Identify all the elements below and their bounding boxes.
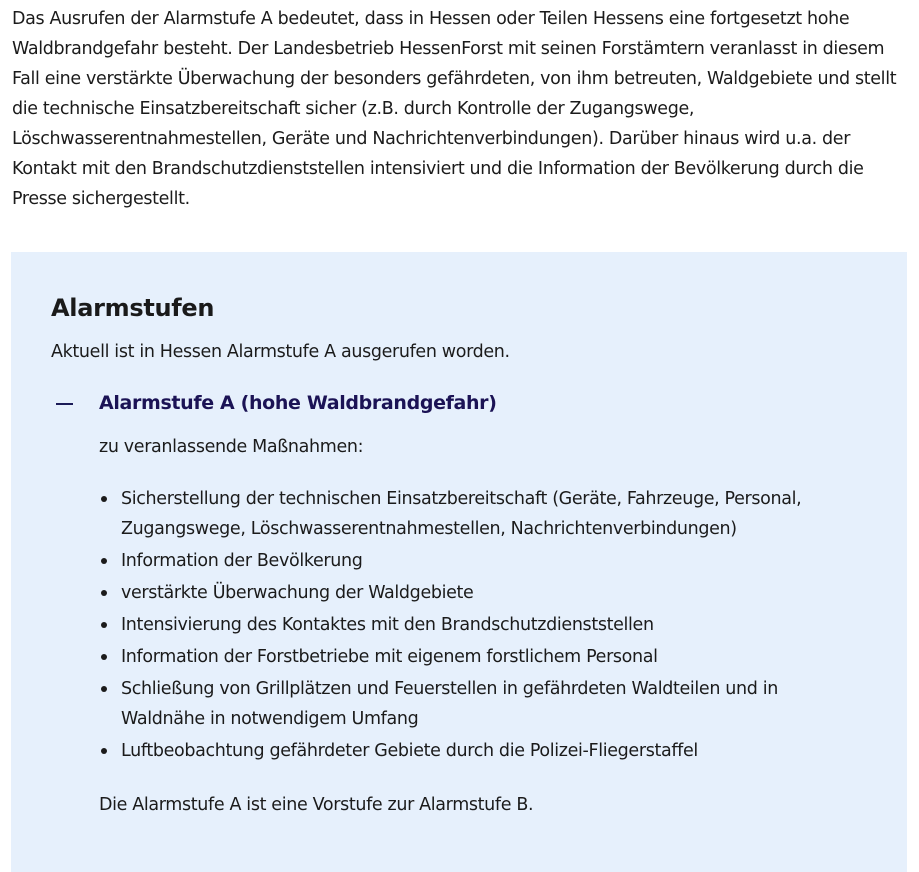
- list-item-text: Schließung von Grillplätzen und Feuerstellen in gefährdeten Waldteilen und in Waldnähe in notwendigem Umfang: [121, 679, 779, 729]
- bullet-icon: [101, 686, 107, 692]
- bullet-icon: [101, 558, 107, 564]
- list-item: [99, 578, 859, 608]
- panel-title: Alarmstufen: [51, 294, 215, 322]
- list-item-text: verstärkte Überwachung der Waldgebiete: [121, 583, 474, 603]
- collapse-minus-icon[interactable]: [56, 403, 73, 405]
- list-item-text: Information der Forstbetriebe mit eigenem forstlichem Personal: [121, 647, 658, 667]
- list-item: [99, 484, 859, 544]
- list-item: [99, 546, 859, 576]
- list-item-text: Sicherstellung der technischen Einsatzbereitschaft (Geräte, Fahrzeuge, Personal, Zugangswege, Löschwasserentnahmestellen, Nachrichtenverbindungen): [121, 489, 802, 539]
- current-alarm-status: Aktuell ist in Hessen Alarmstufe A ausgerufen worden.: [51, 342, 510, 362]
- accordion-content: [99, 432, 859, 820]
- bullet-icon: [101, 654, 107, 660]
- list-item: [99, 736, 859, 766]
- alarm-levels-panel: [11, 252, 907, 872]
- list-item-text: Information der Bevölkerung: [121, 551, 363, 571]
- list-item: [99, 674, 859, 734]
- list-item: [99, 610, 859, 640]
- bullet-icon: [101, 590, 107, 596]
- list-item: [99, 642, 859, 672]
- measures-outro: Die Alarmstufe A ist eine Vorstufe zur Alarmstufe B.: [99, 795, 534, 815]
- accordion-title[interactable]: Alarmstufe A (hohe Waldbrandgefahr): [99, 392, 497, 414]
- measures-list: [99, 484, 859, 766]
- bullet-icon: [101, 622, 107, 628]
- measures-intro: zu veranlassende Maßnahmen:: [99, 437, 364, 457]
- list-item-text: Luftbeobachtung gefährdeter Gebiete durch die Polizei-Fliegerstaffel: [121, 741, 698, 761]
- accordion-toggle-alarm-level-a[interactable]: [51, 386, 871, 422]
- intro-paragraph: Das Ausrufen der Alarmstufe A bedeutet, dass in Hessen oder Teilen Hessens eine fortgesetzt hohe Waldbrandgefahr besteht. Der Landesbetrieb HessenForst mit seinen Forstämtern veranlasst in diesem Fall eine verstärkte Überwachung der besonders gefährdeten, von ihm betreuten, Waldgebiete und stellt die technische Einsatzbereitschaft sicher (z.B. durch Kontrolle der Zugangswege, Löschwasserentnahmestellen, Geräte und Nachrichtenverbindungen). Darüber hinaus wird u.a. der Kontakt mit den Brandschutzdienststellen intensiviert und die Information der Bevölkerung durch die Presse sichergestellt.: [12, 9, 897, 209]
- bullet-icon: [101, 748, 107, 754]
- list-item-text: Intensivierung des Kontaktes mit den Brandschutzdienststellen: [121, 615, 654, 635]
- bullet-icon: [101, 496, 107, 502]
